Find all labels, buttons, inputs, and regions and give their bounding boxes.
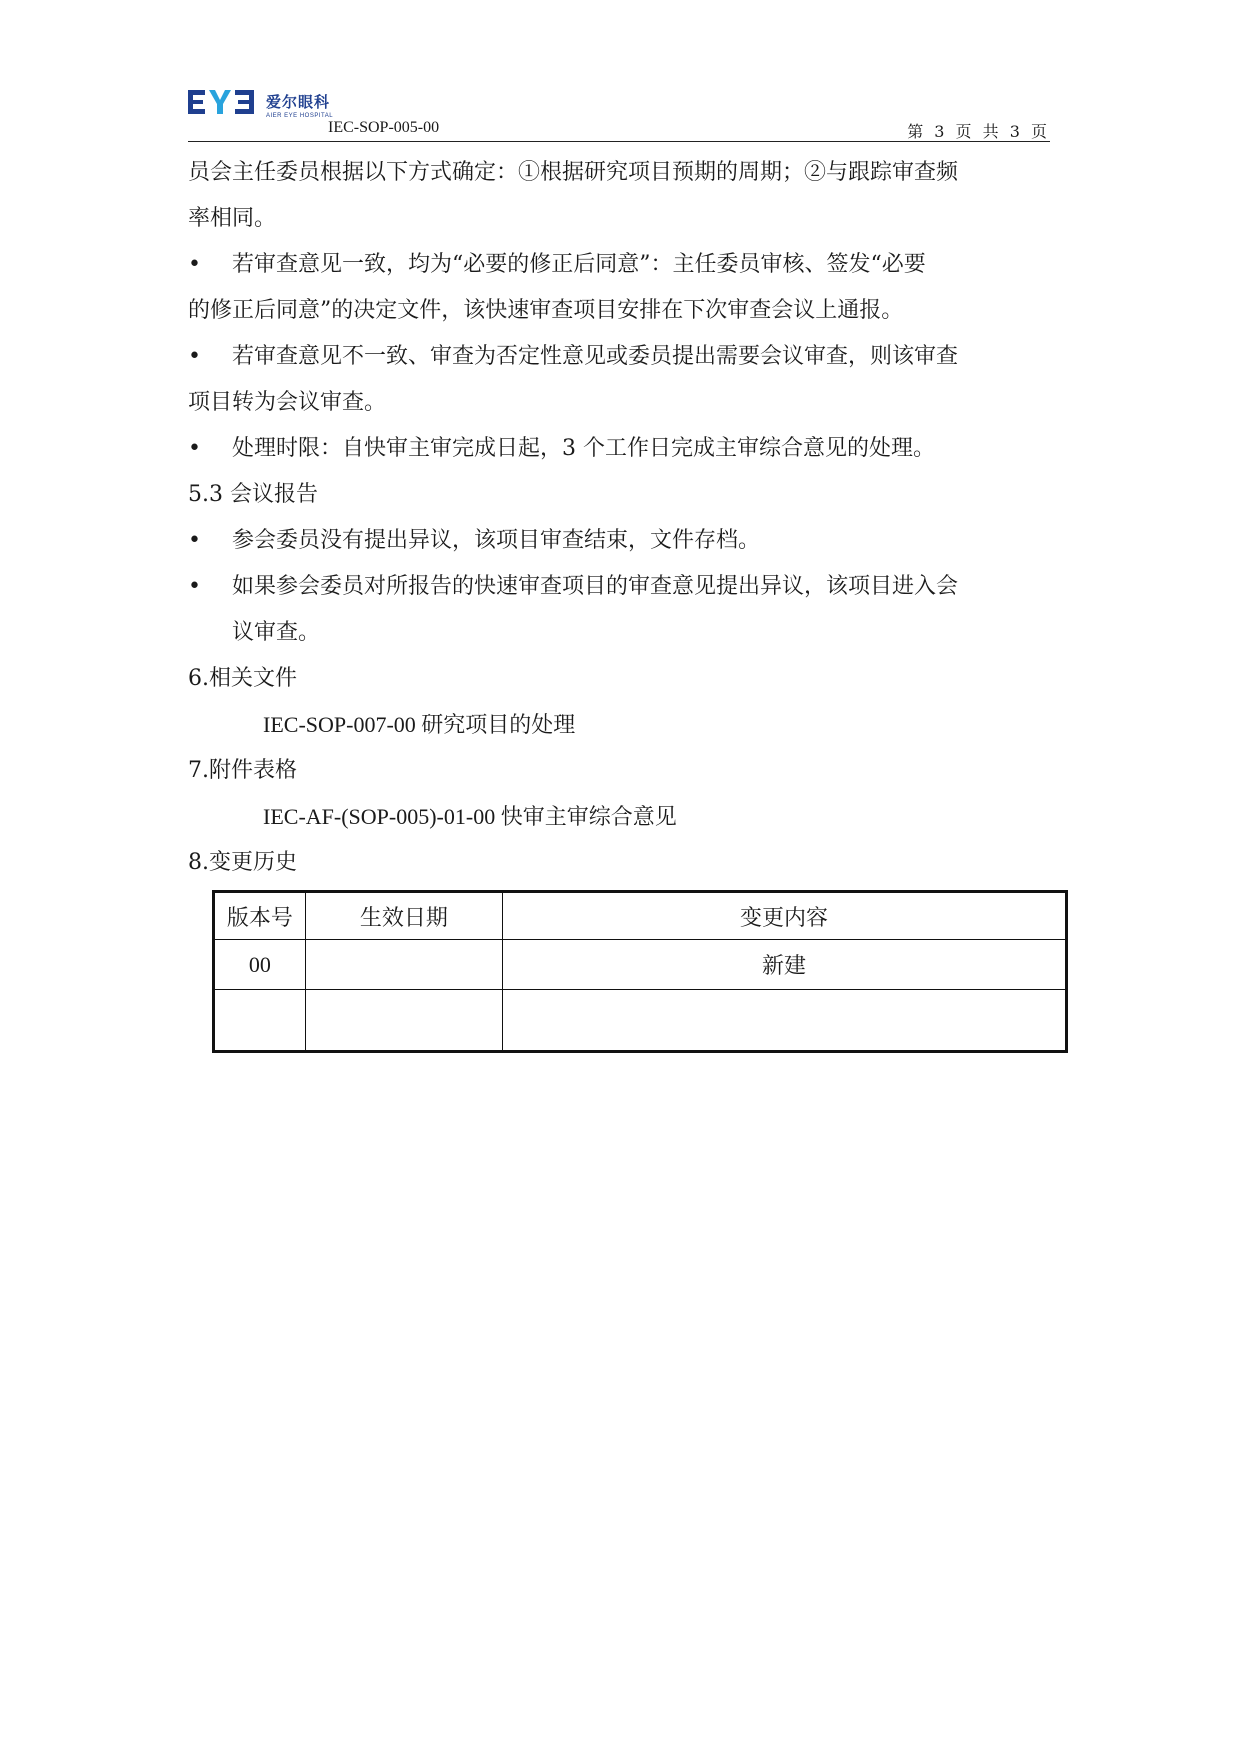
page-number: 第 3 页 共 3 页 <box>907 122 1050 141</box>
section-heading: 8.变更历史 <box>188 850 297 875</box>
section-heading: 7.附件表格 <box>188 758 297 783</box>
bullet-item <box>188 342 1050 388</box>
paragraph-line: 的修正后同意”的决定文件，该快速审查项目安排在下次审查会议上通报。 <box>188 298 904 323</box>
paragraph-line: 议审查。 <box>232 620 321 645</box>
bullet-item <box>188 572 1050 618</box>
bullet-item <box>188 250 1050 296</box>
attachment-form-item: IEC-AF-(SOP-005)-01-00 快审主审综合意见 <box>263 804 677 829</box>
bullet-text: 处理时限：自快审主审完成日起，3 个工作日完成主审综合意见的处理。 <box>232 436 935 461</box>
table-cell <box>305 940 502 990</box>
related-document-item: IEC-SOP-007-00 研究项目的处理 <box>263 712 576 737</box>
table-cell: 00 <box>214 940 306 990</box>
column-header: 生效日期 <box>305 892 502 940</box>
paragraph-line: 率相同。 <box>188 206 277 231</box>
logo-english-name: AIER EYE HOSPITAL <box>266 113 334 119</box>
bullet-text: 参会委员没有提出异议，该项目审查结束，文件存档。 <box>232 528 761 553</box>
bullet-text: 如果参会委员对所报告的快速审查项目的审查意见提出异议，该项目进入会 <box>232 574 959 599</box>
bullet-item <box>188 434 1050 480</box>
bullet-text: 若审查意见一致，均为“必要的修正后同意”：主任委员审核、签发“必要 <box>232 252 926 277</box>
column-header: 版本号 <box>214 892 306 940</box>
bullet-marker: • <box>188 252 201 277</box>
document-body <box>188 158 1050 894</box>
logo-chinese-name: 爱尔眼科 <box>266 93 331 111</box>
paragraph-line: 员会主任委员根据以下方式确定：①根据研究项目预期的周期；②与跟踪审查频 <box>188 160 959 185</box>
bullet-item <box>188 526 1050 572</box>
bullet-marker: • <box>188 574 201 599</box>
table-cell <box>503 990 1067 1052</box>
paragraph-line: 项目转为会议审查。 <box>188 390 387 415</box>
table-header-row <box>214 892 1067 940</box>
bullet-marker: • <box>188 436 201 461</box>
header-divider <box>188 141 1050 142</box>
table-cell: 新建 <box>503 940 1067 990</box>
page-header <box>188 84 1050 144</box>
column-header: 变更内容 <box>503 892 1067 940</box>
table-cell <box>214 990 306 1052</box>
table-row <box>214 940 1067 990</box>
document-code: IEC-SOP-005-00 <box>328 119 440 136</box>
section-heading: 5.3 会议报告 <box>188 482 318 507</box>
bullet-text: 若审查意见不一致、审查为否定性意见或委员提出需要会议审查，则该审查 <box>232 344 959 369</box>
table-cell <box>305 990 502 1052</box>
table-row <box>214 990 1067 1052</box>
bullet-marker: • <box>188 344 201 369</box>
eye-logo-mark <box>188 88 254 118</box>
change-history-table <box>212 890 1068 1053</box>
section-heading: 6.相关文件 <box>188 666 297 691</box>
bullet-marker: • <box>188 528 201 553</box>
